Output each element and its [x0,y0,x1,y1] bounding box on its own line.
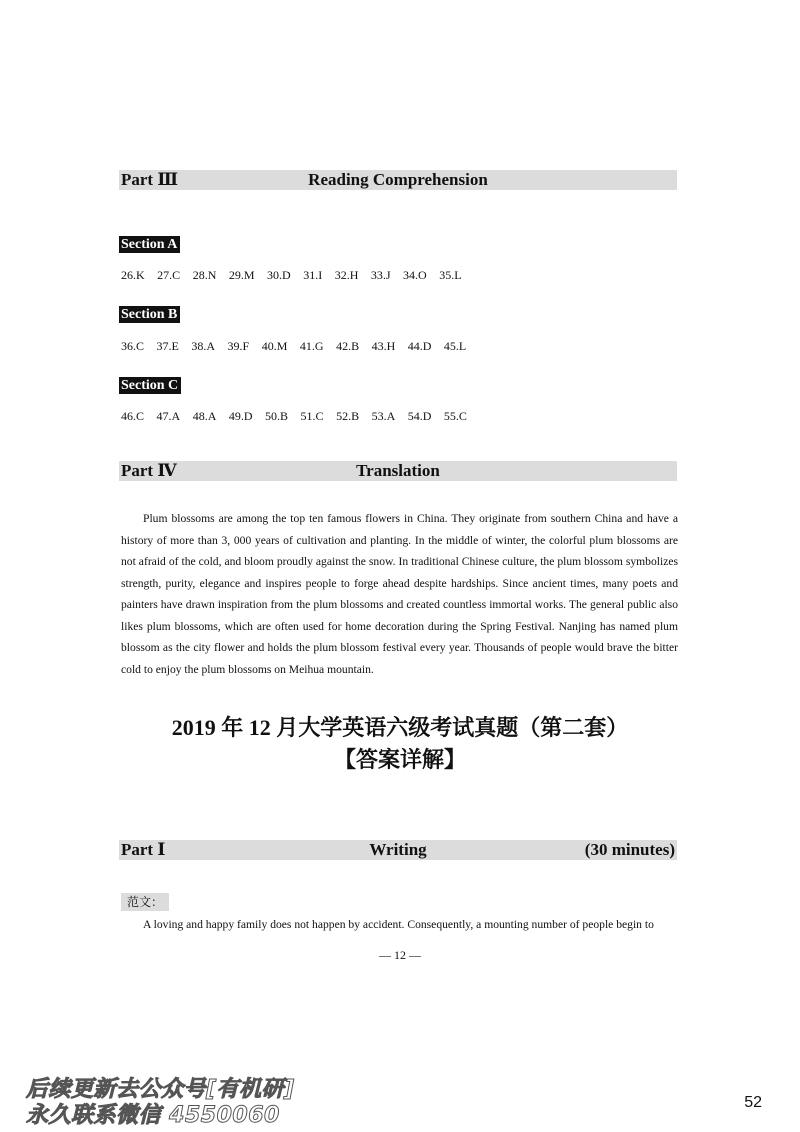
part3-label: Part Ⅲ [121,170,179,189]
part4-label: Part Ⅳ [121,461,177,480]
section-a-label: Section A [119,236,180,253]
answer-item: 38.A [191,339,216,353]
answer-item: 55.C [443,409,467,423]
answer-item: 32.H [334,268,359,282]
answer-item: 49.D [228,409,253,423]
answer-item: 53.A [371,409,396,423]
section-b-label: Section B [119,306,180,323]
part1-title: Writing [369,840,427,859]
answer-item: 45.L [443,339,467,353]
answer-item: 43.H [371,339,396,353]
answer-item: 35.L [439,268,462,282]
answer-item: 52.B [336,409,360,423]
answer-item: 48.A [192,409,217,423]
answer-item: 31.I [303,268,323,282]
section-b-answers [121,339,479,353]
exam-title: 2019 年 12 月大学英语六级考试真题（第二套） [171,715,629,740]
answer-item: 46.C [121,409,145,423]
answer-item: 34.O [403,268,427,282]
answer-item: 26.K [121,268,145,282]
answer-item: 27.C [157,268,181,282]
answer-item: 51.C [300,409,324,423]
answer-item: 42.B [336,339,360,353]
watermark-line-2: 永久联系微信 4550060 [26,1103,280,1128]
section-c-answers [121,409,479,423]
answer-item: 40.M [261,339,288,353]
sample-essay-first-line: A loving and happy family does not happen by accident. Consequently, a mounting number of people begin to [143,918,654,931]
part4-header [119,461,677,481]
answer-item: 44.D [407,339,432,353]
page-footer: — 12 — [379,948,421,962]
answer-item: 50.B [265,409,289,423]
answer-item: 39.F [227,339,250,353]
part3-header [119,170,677,190]
part4-title: Translation [356,461,440,480]
answer-item: 54.D [407,409,432,423]
answer-item: 33.J [370,268,391,282]
exam-subtitle: 【答案详解】 [333,747,466,772]
part1-label: Part Ⅰ [121,840,166,859]
sample-essay-tag: 范文： [121,893,169,911]
part1-header [119,840,677,860]
section-a-answers [121,268,474,282]
answer-item: 29.M [228,268,255,282]
part3-title: Reading Comprehension [308,170,488,189]
section-c-label: Section C [119,377,181,394]
watermark-line-1: 后续更新去公众号[有机研] [26,1077,295,1102]
answer-item: 41.G [299,339,324,353]
answer-item: 37.E [156,339,179,353]
part1-time: (30 minutes) [584,840,675,859]
translation-paragraph: Plum blossoms are among the top ten famous flowers in China. They originate from southern China and have a history of more than 3, 000 years of cultivation and planting. In the middle of winter, the colorful plum blossoms are not afraid of the cold, and bloom proudly against the snow. In traditional Chinese culture, the plum blossom symbolizes strength, purity, elegance and inspires people to forge ahead despite hardships. Since ancient times, many poets and painters have drawn inspiration from the plum blossoms and created countless immortal works. The general public also likes plum blossoms, which are often used for home decoration during the Spring Festival. Nanjing has named plum blossom as the city flower and holds the plum blossom festival every year. Thousands of people would brave the bitter cold to enjoy the plum blossoms on Meihua mountain. [121,512,678,676]
answer-item: 47.A [156,409,181,423]
answer-item: 36.C [121,339,145,353]
answer-item: 30.D [267,268,291,282]
answer-item: 28.N [192,268,217,282]
page-number: 52 [744,1094,762,1111]
